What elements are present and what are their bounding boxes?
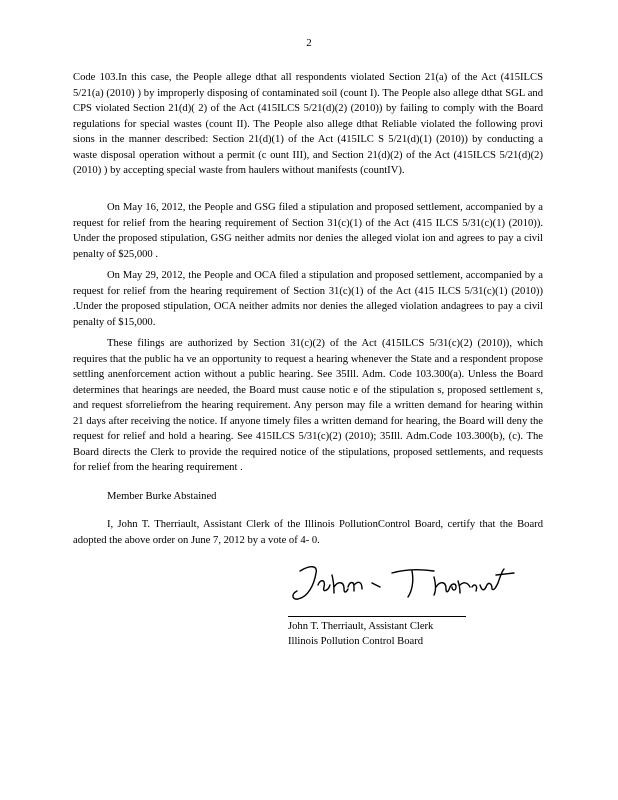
abstention-note: Member Burke Abstained [107,491,217,502]
paragraph-filings-authorized: These filings are authorized by Section 31(c)(2) of the Act (415ILCS 5/31(c)(2) (2010)), which requires that the public ha ve an opportunity to request a hearing whenever the State and a respondent propose settling anenforcement action without a public hearing. See 35Ill. Adm. Code 103.300(a). Unless the Board determines that hearings are needed, the Board must cause notic e of the stipulation s, proposed settlement s, and request sforreliefrom the hearing requirement. Any person may file a written demand for hearing within 21 days after receiving the notice. If anyone timely files a written demand for hearing, the Board will deny the request for relief and hold a hearing. See 415ILCS 5/31(c)(2) (2010); 35Ill. Adm.Code 103.300(b), (c). The Board directs the Clerk to provide the required notice of the stipulations, proposed settlements, and requests for relief from the hearing requirement . [73,338,543,473]
handwritten-signature [288,557,528,609]
signature-line [288,616,466,617]
paragraph-oca-stipulation: On May 29, 2012, the People and OCA filed a stipulation and proposed settlement, accompanied by a request for relief from the hearing requirement of Section 31(c)(1) of the Act (415 ILCS 5/31(c)(1) (2010)) .Under the proposed stipulation, OCA neither admits nor denies the alleged violation andagrees to pay a civil penalty of $15,000. [73,270,543,328]
signatory-organization: Illinois Pollution Control Board [288,636,424,647]
signatory-name: John T. Therriault, Assistant Clerk [288,621,434,632]
page-number: 2 [306,37,312,49]
paragraph-complaint-allegations: Code 103.In this case, the People allege dthat all respondents violated Section 21(a) of the Act (415ILCS 5/21(a) (2010) ) by improperly disposing of contaminated soil (count I). The People also allege dthat SGL and CPS violated Section 21(d)( 2) of the Act (415ILCS 5/21(d)(2) (2010)) by failing to comply with the Board regulations for special wastes (count II). The People also allege dthat Reliable violated the following provi sions in the manner described: Section 21(d)(1) of the Act (415ILC S 5/21(d)(1) (2010)) by conducting a waste disposal operation without a permit (c ount III), and Section 21(d)(2) of the Act (415ILCS 5/21(d)(2) (2010) ) by accepting special waste from haulers without manifests (countIV). [73,72,543,176]
certification-statement: I, John T. Therriault, Assistant Clerk of the Illinois PollutionControl Board, certify that the Board adopted the above order on June 7, 2012 by a vote of 4- 0. [73,519,543,546]
paragraph-gsg-stipulation: On May 16, 2012, the People and GSG filed a stipulation and proposed settlement, accompanied by a request for relief from the hearing requirement of Section 31(c)(1) of the Act (415 ILCS 5/31(c)(1) (2010)). Under the proposed stipulation, GSG neither admits nor denies the alleged violat ion and agrees to pay a civil penalty of $25,000 . [73,202,543,260]
